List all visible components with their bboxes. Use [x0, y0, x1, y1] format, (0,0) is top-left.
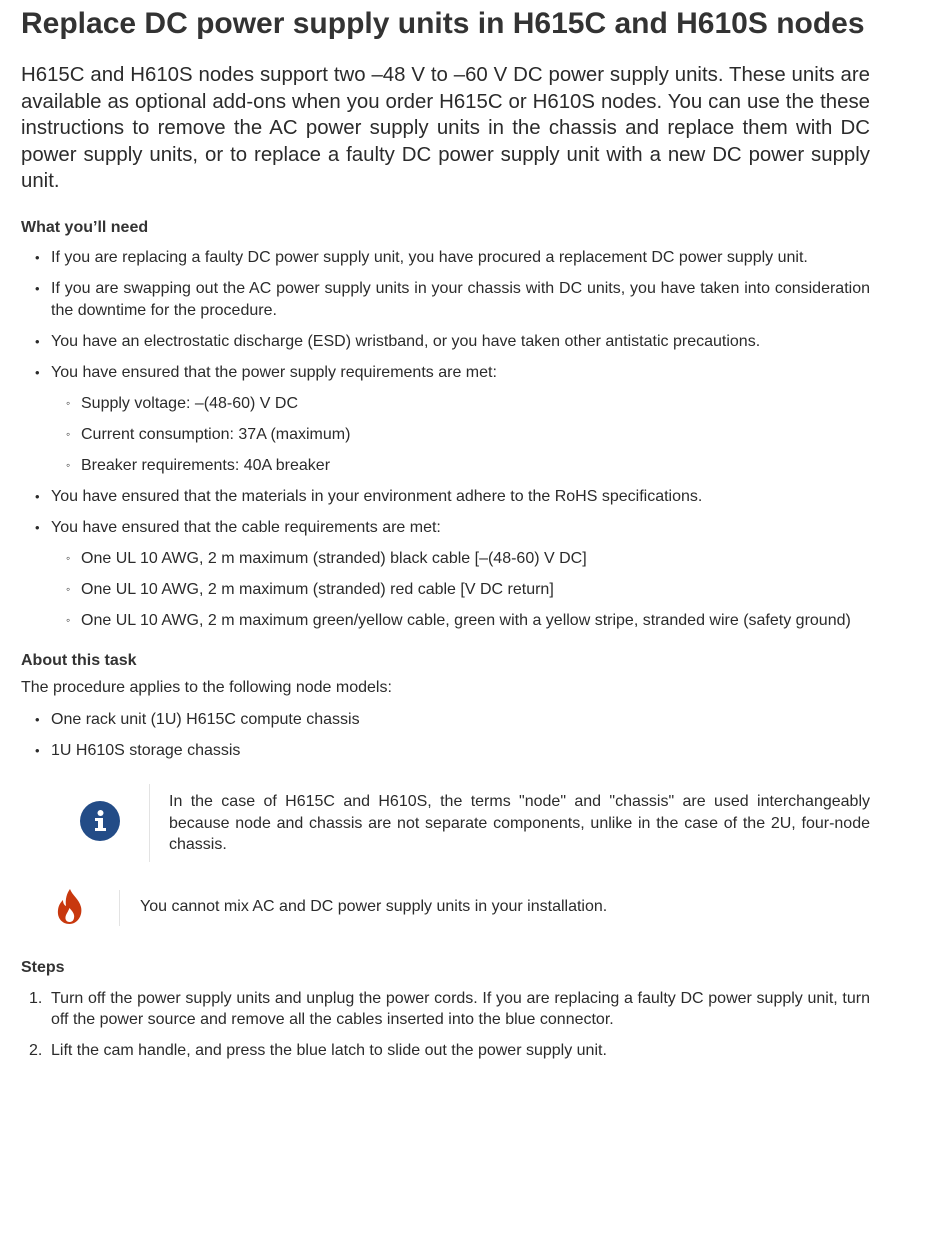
requirements-list — [21, 247, 870, 631]
step-item: 2. Lift the cam handle, and press the blue latch to slide out the power supply unit. — [21, 1040, 870, 1062]
step-item: 1. Turn off the power supply units and unplug the power cords. If you are replacing a faulty DC power supply unit, turn off the power source and remove all the cables inserted into the blue connector. — [29, 989, 870, 1028]
list-item: ◦ Breaker requirements: 40A breaker — [51, 455, 870, 477]
circle-bullet-icon: ◦ — [66, 612, 71, 627]
list-item: • You have ensured that the power supply requirements are met: ◦ Supply voltage: –(48-60) V DC ◦ Current consumption: 37A (maximum) ◦ Breaker requirements: 40A breaker — [21, 362, 870, 477]
callout-divider — [149, 784, 150, 862]
list-item: • One rack unit (1U) H615C compute chassis — [21, 709, 870, 731]
bullet-icon: • — [35, 711, 40, 727]
warning-text: You cannot mix AC and DC power supply units in your installation. — [140, 898, 608, 915]
list-item: • 1U H610S storage chassis — [21, 740, 870, 762]
flame-icon — [55, 888, 85, 926]
bullet-icon: • — [35, 488, 40, 504]
step-number: 1. — [29, 989, 43, 1007]
intro-paragraph: H615C and H610S nodes support two –48 V to –60 V DC power supply units. These units are available as optional add-ons when you order H615C or H610S nodes. You can use the these instructions to remove the AC power supply units in the chassis and replace them with DC power supply units, or to replace a faulty DC power supply unit with a new DC power supply unit. — [21, 64, 870, 192]
node-models-list — [21, 709, 870, 762]
list-item: ◦ Supply voltage: –(48-60) V DC — [51, 393, 870, 415]
steps-heading: Steps — [21, 959, 65, 976]
note-callout — [21, 784, 870, 862]
step-number: 2. — [29, 1042, 43, 1059]
circle-bullet-icon: ◦ — [66, 395, 71, 410]
list-item: ◦ One UL 10 AWG, 2 m maximum (stranded) black cable [–(48-60) V DC] — [51, 548, 870, 570]
what-you-need-heading: What you’ll need — [21, 218, 149, 236]
bullet-icon: • — [35, 250, 40, 265]
list-item: • If you are swapping out the AC power supply units in your chassis with DC units, you have taken into consideration the downtime for the procedure. — [35, 280, 870, 319]
list-item: • You have ensured that the materials in your environment adhere to the RoHS specifications. — [21, 486, 870, 508]
about-this-task-heading: About this task — [21, 652, 137, 669]
list-item: • If you are replacing a faulty DC power supply unit, you have procured a replacement DC power supply unit. — [21, 247, 870, 269]
circle-bullet-icon: ◦ — [66, 426, 71, 441]
steps-list — [21, 988, 870, 1062]
power-requirements-list — [51, 393, 870, 477]
bullet-icon: • — [35, 333, 40, 349]
circle-bullet-icon: ◦ — [66, 550, 71, 565]
list-item: ◦ Current consumption: 37A (maximum) — [51, 424, 870, 446]
bullet-icon: • — [35, 519, 40, 535]
list-item: • You have an electrostatic discharge (ESD) wristband, or you have taken other antistatic precautions. — [21, 331, 870, 353]
warning-callout — [21, 890, 870, 926]
cable-requirements-list — [51, 548, 870, 632]
list-item: • You have ensured that the cable requirements are met: ◦ One UL 10 AWG, 2 m maximum (stranded) black cable [–(48-60) V DC] ◦ One UL 10 AWG, 2 m maximum (stranded) red cable [V DC return] ◦ One UL 10 AWG, 2 m maximum green/yellow cable, green with a yellow stripe, stranded wire (safety ground) — [21, 517, 870, 632]
info-icon — [80, 801, 120, 841]
circle-bullet-icon: ◦ — [66, 457, 71, 472]
circle-bullet-icon: ◦ — [66, 581, 71, 596]
bullet-icon: • — [35, 281, 40, 296]
page-title: Replace DC power supply units in H615C and H610S nodes — [21, 7, 865, 40]
bullet-icon: • — [35, 742, 40, 758]
about-paragraph: The procedure applies to the following node models: — [21, 679, 392, 696]
bullet-icon: • — [35, 364, 40, 380]
note-text: In the case of H615C and H610S, the terms "node" and "chassis" are used interchangeably because node and chassis are not separate components, unlike in the case of the 2U, four-node chassis. — [169, 793, 870, 853]
list-item: ◦ One UL 10 AWG, 2 m maximum green/yellow cable, green with a yellow stripe, stranded wire (safety ground) — [51, 610, 870, 632]
callout-divider — [119, 890, 120, 926]
list-item: ◦ One UL 10 AWG, 2 m maximum (stranded) red cable [V DC return] — [51, 579, 870, 601]
